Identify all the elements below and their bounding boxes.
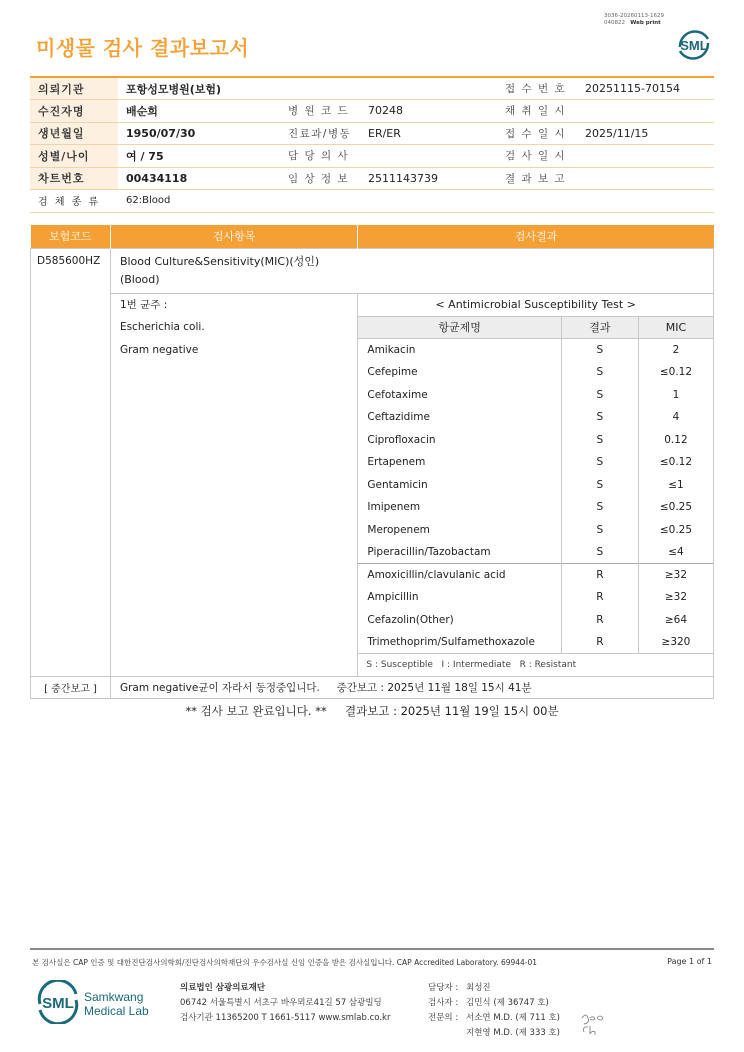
info-value: 00434118 (118, 167, 280, 190)
info-label: 성별/나이 (30, 145, 118, 168)
antibiotic-name: Cefepime (358, 361, 561, 384)
antibiotic-mic: ≤1 (668, 478, 684, 491)
info-value: 20251115-70154 (577, 77, 714, 100)
organism-number: 1번 균주 : (119, 298, 168, 311)
antibiotic-mic: 2 (672, 344, 680, 356)
antibiotic-row (358, 541, 713, 564)
antibiotic-row (358, 496, 713, 519)
specimen-row (30, 190, 714, 213)
info-row (30, 167, 714, 190)
info-label: 접 수 일 시 (497, 122, 577, 145)
staff-info (428, 981, 560, 1041)
svg-text:SML: SML (42, 995, 74, 1012)
antibiotic-name: Amoxicillin/clavulanic acid (358, 564, 561, 587)
antibiotic-result: S (561, 384, 638, 407)
org-contact: 검사기관 11365200 T 1661-5117 www.smlab.co.kr (180, 1013, 391, 1023)
antibiotic-name: Amikacin (358, 339, 561, 362)
interim-row (31, 677, 714, 699)
ast-row (31, 293, 714, 677)
ast-table (358, 294, 713, 677)
svg-text:Medical Lab: Medical Lab (84, 1004, 149, 1018)
staff-row: 지현영 M.D. (제 333 호) (466, 1028, 561, 1038)
info-value (360, 145, 497, 168)
interim-text: Gram negative균이 자라서 동정중입니다. 중간보고 : 2025년 11월 18일 15시 41분 (110, 677, 713, 699)
antibiotic-mic: ≤0.25 (659, 523, 693, 536)
insurance-code: D585600HZ (31, 248, 111, 677)
antibiotic-name: Imipenem (358, 496, 561, 519)
document-code: 3036-20260113-1629 040822 Web print (604, 13, 664, 26)
info-row (30, 145, 714, 168)
antibiotic-result: S (561, 496, 638, 519)
antibiotic-name: Trimethoprim/Sulfamethoxazole (358, 631, 561, 654)
interim-label: [ 중간보고 ] (31, 677, 111, 699)
antibiotic-row (358, 474, 713, 497)
info-value: 2025/11/15 (577, 122, 714, 145)
svg-text:Samkwang: Samkwang (84, 990, 144, 1004)
antibiotic-result: R (561, 631, 638, 654)
gram-stain: Gram negative (119, 343, 199, 356)
info-row (30, 77, 714, 100)
info-row (30, 100, 714, 123)
organism-name: Escherichia coli. (119, 321, 205, 333)
antibiotic-name: Ciprofloxacin (358, 429, 561, 452)
organism-cell (110, 293, 357, 677)
completion-notice: ** 검사 보고 완료입니다. ** 결과보고 : 2025년 11월 19일 15시 00분 (185, 704, 559, 718)
info-label: 수진자명 (30, 100, 118, 123)
specimen-label: 검 체 종 류 (30, 190, 118, 213)
antibiotic-row (358, 586, 713, 609)
antibiotic-result: S (561, 429, 638, 452)
ast-title: < Antimicrobial Susceptibility Test > (358, 294, 713, 317)
ast-cell (358, 293, 714, 677)
info-value (577, 167, 714, 190)
info-value: 70248 (360, 100, 497, 123)
antibiotic-result: S (561, 474, 638, 497)
info-label: 병 원 코 드 (280, 100, 360, 123)
info-label: 접 수 번 호 (497, 77, 577, 100)
header-insurance-code: 보험코드 (31, 225, 111, 248)
staff-row: 전문의 : 서소연 M.D. (제 711 호) (428, 1013, 561, 1023)
page-number: Page 1 of 1 (667, 957, 712, 966)
antibiotic-name: Ceftazidime (358, 406, 561, 429)
org-address: 06742 서울특별시 서초구 바우뫼로41길 57 삼광빌딩 (180, 998, 382, 1008)
info-label: 결 과 보 고 (497, 167, 577, 190)
info-label: 검 사 일 시 (497, 145, 577, 168)
specimen-value: 62:Blood (118, 190, 714, 213)
antibiotic-name: Meropenem (358, 519, 561, 542)
antibiotic-row (358, 609, 713, 632)
antibiotic-result: S (561, 519, 638, 542)
ast-header-mic: MIC (638, 316, 713, 339)
antibiotic-result: R (561, 564, 638, 587)
antibiotic-mic: ≥32 (664, 591, 688, 604)
antibiotic-mic: 0.12 (664, 433, 688, 446)
test-name-cell (110, 248, 713, 293)
antibiotic-result: R (561, 609, 638, 632)
antibiotic-name: Piperacillin/Tazobactam (358, 541, 561, 564)
sml-logo-text: SML (680, 38, 708, 53)
antibiotic-name: Ertapenem (358, 451, 561, 474)
antibiotic-mic: ≥32 (638, 564, 713, 587)
org-name: 의료법인 삼광의료재단 (180, 983, 266, 993)
info-label (280, 77, 360, 100)
info-value: 배순희 (118, 100, 280, 123)
result-legend: S : Susceptible I : Intermediate R : Resistant (358, 654, 713, 677)
info-value (360, 77, 497, 100)
header-test-result: 검사결과 (358, 225, 714, 248)
report-title: 미생물 검사 결과보고서 (36, 36, 250, 60)
ast-header-antibiotic: 항균제명 (358, 316, 561, 339)
antibiotic-row (358, 519, 713, 542)
info-label: 진료과/병동 (280, 122, 360, 145)
staff-row: 검사자 : 김민식 (제 36747 호) (428, 998, 549, 1008)
footer-divider (30, 948, 714, 950)
samkwang-logo-mark (36, 980, 156, 1024)
ast-title-row (358, 294, 713, 317)
test-row (31, 248, 714, 293)
info-label: 의뢰기관 (30, 77, 118, 100)
antibiotic-result: S (561, 406, 638, 429)
info-label: 차트번호 (30, 167, 118, 190)
info-value: 1950/07/30 (118, 122, 280, 145)
info-label: 채 취 일 시 (497, 100, 577, 123)
info-value: 여 / 75 (118, 145, 280, 168)
info-label: 임 상 정 보 (280, 167, 360, 190)
signature-image (578, 1008, 608, 1038)
antibiotic-mic: ≤0.12 (659, 366, 693, 379)
antibiotic-row (358, 631, 713, 654)
test-name: Blood Culture&Sensitivity(MIC)(성인) (119, 254, 320, 268)
header-test-item: 검사항목 (110, 225, 357, 248)
info-value: 포항성모병원(보험) (118, 77, 280, 100)
info-row (30, 122, 714, 145)
antibiotic-row (358, 384, 713, 407)
info-label: 담 당 의 사 (280, 145, 360, 168)
antibiotic-row (358, 406, 713, 429)
antibiotic-name: Cefotaxime (358, 384, 561, 407)
patient-info-table (30, 76, 714, 213)
info-value (577, 145, 714, 168)
antibiotic-mic: 1 (672, 388, 680, 401)
samkwang-logo (36, 980, 156, 1027)
antibiotic-mic: ≥64 (664, 613, 688, 626)
antibiotic-mic: ≤0.12 (659, 456, 693, 469)
antibiotic-result: S (561, 361, 638, 384)
result-header-row (31, 225, 714, 248)
test-sub: (Blood) (119, 272, 160, 286)
info-value: ER/ER (360, 122, 497, 145)
antibiotic-result: S (561, 339, 638, 362)
staff-row: 담당자 : 최성진 (428, 983, 491, 993)
antibiotic-name: Gentamicin (358, 474, 561, 497)
antibiotic-row (358, 339, 713, 362)
certification-text: 본 검사실은 CAP 인증 및 대한진단검사의학회/진단검사의학재단의 우수검사실 신임 인증을 받은 검사실입니다. CAP Accredited Laboratory. 69944-01 (32, 958, 538, 967)
info-value (577, 100, 714, 123)
antibiotic-result: R (561, 586, 638, 609)
antibiotic-name: Ampicillin (358, 586, 561, 609)
antibiotic-result: S (561, 541, 638, 564)
organization-info (180, 981, 390, 1026)
info-label: 생년월일 (30, 122, 118, 145)
sml-logo (674, 25, 714, 65)
antibiotic-name: Cefazolin(Other) (358, 609, 561, 632)
antibiotic-row (358, 451, 713, 474)
antibiotic-row (358, 429, 713, 452)
legend-row (358, 654, 713, 677)
ast-header-row (358, 316, 713, 339)
antibiotic-mic: ≤4 (668, 546, 684, 558)
result-table (30, 225, 714, 699)
ast-header-result: 결과 (561, 316, 638, 339)
info-value: 2511143739 (360, 167, 497, 190)
antibiotic-result: S (561, 451, 638, 474)
antibiotic-row (358, 564, 713, 587)
antibiotic-mic: ≤0.25 (659, 501, 693, 514)
antibiotic-mic: ≥320 (661, 636, 691, 648)
antibiotic-row (358, 361, 713, 384)
antibiotic-mic: 4 (672, 411, 680, 424)
